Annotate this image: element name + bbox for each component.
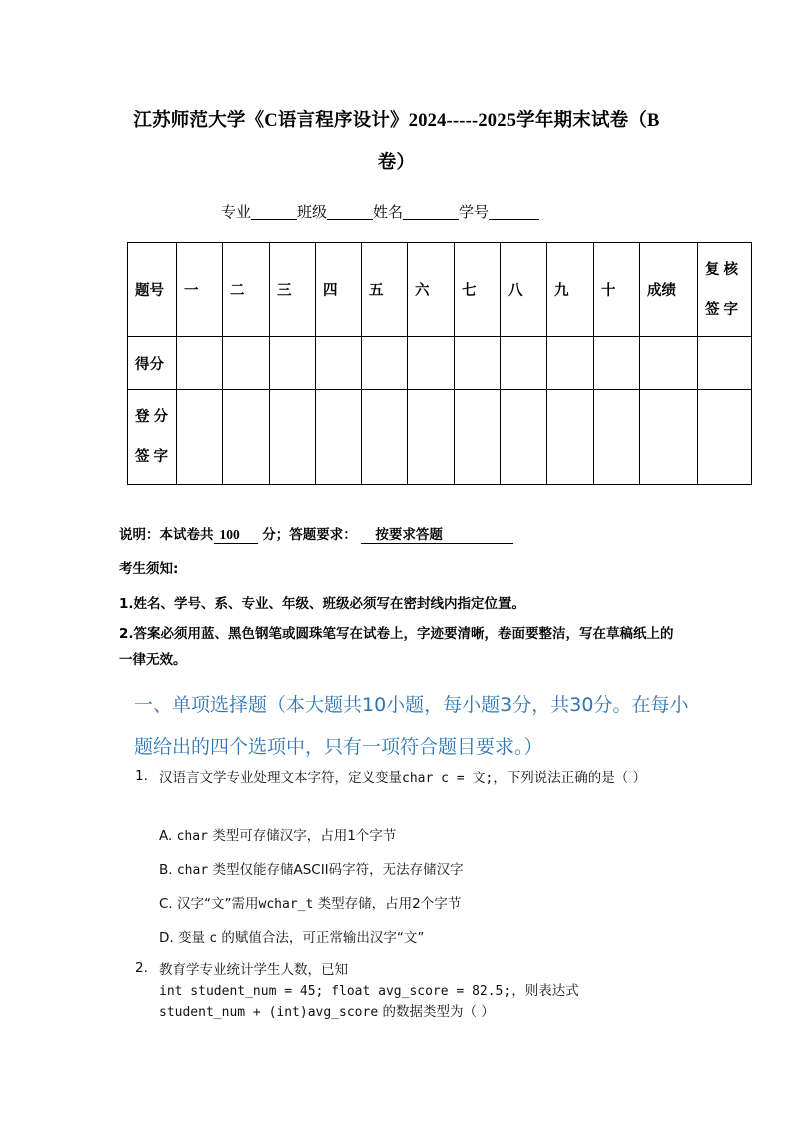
- score-cell[interactable]: [223, 337, 270, 390]
- signature-cell-total[interactable]: [640, 390, 698, 485]
- col-header-10: 十: [594, 243, 640, 337]
- rule-2: 2.答案必须用蓝、黑色钢笔或圆珠笔写在试卷上，字迹要清晰，卷面要整洁，写在草稿纸上的一律无效。: [119, 626, 674, 668]
- question-number: 2.: [135, 960, 148, 976]
- score-cell[interactable]: [316, 337, 362, 390]
- signature-cell[interactable]: [547, 390, 594, 485]
- option-d[interactable]: [159, 926, 424, 946]
- col-header-9: 九: [547, 243, 594, 337]
- col-header-7: 七: [455, 243, 501, 337]
- option-code: char: [176, 829, 208, 844]
- option-b[interactable]: [159, 858, 464, 878]
- question-text: [159, 960, 679, 1023]
- col-header-total: 成绩: [640, 243, 698, 337]
- option-text: 的赋值合法，可正常输出汉字“文”: [221, 930, 425, 946]
- rule-1: 1.姓名、学号、系、专业、年级、班级必须写在密封线内指定位置。: [119, 596, 526, 612]
- question-text-line3: [159, 1002, 679, 1023]
- option-text-pre: 变量: [177, 930, 205, 946]
- major-field[interactable]: [251, 204, 297, 220]
- class-field[interactable]: [327, 204, 373, 220]
- option-text-pre: 汉字“文”需用: [177, 896, 259, 912]
- score-cell[interactable]: [455, 337, 501, 390]
- score-cell-review[interactable]: [698, 337, 752, 390]
- score-cell[interactable]: [270, 337, 316, 390]
- exam-title-line1: 江苏师范大学《C语言程序设计》2024-----2025学年期末试卷（B: [133, 111, 660, 131]
- score-cell[interactable]: [408, 337, 455, 390]
- major-label: 专业: [221, 203, 252, 221]
- option-code: c: [209, 931, 218, 946]
- student-id-label: 学号: [459, 203, 490, 221]
- signature-cell[interactable]: [501, 390, 547, 485]
- signature-cell[interactable]: [270, 390, 316, 485]
- score-cell[interactable]: [177, 337, 223, 390]
- question-text-part: ，下列说法正确的是（ ）: [493, 770, 647, 786]
- option-label: A.: [159, 828, 173, 844]
- question-code: char c = 文;: [402, 771, 494, 786]
- row-header-score: 得分: [128, 337, 177, 390]
- grader-signature-row: [128, 390, 752, 485]
- signature-cell[interactable]: [594, 390, 640, 485]
- signature-cell-review[interactable]: [698, 390, 752, 485]
- col-header-2: 二: [223, 243, 270, 337]
- signature-cell[interactable]: [455, 390, 501, 485]
- name-label: 姓名: [373, 203, 404, 221]
- grader-label-line1: 登分: [135, 409, 172, 425]
- grader-label-line2: 签字: [135, 449, 172, 465]
- total-score-value: 100: [214, 527, 258, 544]
- desc-mid: 分；答题要求：: [262, 527, 357, 543]
- score-cell[interactable]: [594, 337, 640, 390]
- question-text-part: 的数据类型为（ ）: [382, 1004, 495, 1020]
- question-text-line1: 教育学专业统计学生人数，已知: [159, 962, 348, 978]
- option-label: D.: [159, 930, 174, 946]
- score-cell[interactable]: [362, 337, 408, 390]
- review-label-line2: 签字: [705, 301, 742, 318]
- exam-title-line2: 卷）: [377, 153, 416, 173]
- option-text: 类型存储，占用2个字节: [317, 896, 462, 912]
- desc-prefix: 说明：本试卷共: [119, 527, 214, 543]
- review-label-line1: 复核: [705, 261, 742, 278]
- question-text-part: 汉语言文学专业处理文本字符，定义变量: [159, 770, 402, 786]
- signature-cell[interactable]: [408, 390, 455, 485]
- question-text-line2: [159, 981, 679, 1002]
- row-header-question-number: 题号: [128, 243, 177, 337]
- score-cell-total[interactable]: [640, 337, 698, 390]
- question-number: 1.: [135, 768, 148, 784]
- score-cell[interactable]: [501, 337, 547, 390]
- exam-description: [119, 523, 513, 544]
- question-text: [159, 768, 679, 789]
- signature-cell[interactable]: [177, 390, 223, 485]
- question-code: student_num + (int)avg_score: [159, 1005, 379, 1020]
- student-id-field[interactable]: [489, 204, 539, 220]
- option-text: 类型仅能存储ASCII码字符，无法存储汉字: [212, 862, 464, 878]
- row-header-grader-signature: [128, 390, 177, 485]
- option-a[interactable]: [159, 824, 396, 844]
- signature-cell[interactable]: [316, 390, 362, 485]
- option-text: 类型可存储汉字，占用1个字节: [212, 828, 397, 844]
- score-cell[interactable]: [547, 337, 594, 390]
- answer-requirement-value: 按要求答题: [361, 523, 513, 544]
- option-code: char: [176, 863, 209, 878]
- col-header-3: 三: [270, 243, 316, 337]
- candidate-notice-label: 考生须知:: [119, 561, 179, 577]
- signature-cell[interactable]: [223, 390, 270, 485]
- option-label: B.: [159, 862, 173, 878]
- col-header-6: 六: [408, 243, 455, 337]
- section-1-heading: 一、单项选择题（本大题共10小题，每小题3分，共30分。在每小题给出的四个选项中，只有一项符合题目要求。）: [134, 694, 689, 758]
- col-header-review: [698, 243, 752, 337]
- score-row: [128, 337, 752, 390]
- col-header-4: 四: [316, 243, 362, 337]
- col-header-8: 八: [501, 243, 547, 337]
- col-header-5: 五: [362, 243, 408, 337]
- question-text-part: ，则表达式: [511, 983, 579, 999]
- class-label: 班级: [297, 203, 328, 221]
- score-table: [127, 242, 752, 485]
- option-c[interactable]: [159, 892, 461, 912]
- option-code: wchar_t: [258, 897, 314, 912]
- col-header-1: 一: [177, 243, 223, 337]
- signature-cell[interactable]: [362, 390, 408, 485]
- question-number-row: [128, 243, 752, 337]
- question-code: int student_num = 45; float avg_score = 82.5;: [159, 984, 512, 999]
- option-label: C.: [159, 896, 173, 912]
- student-info-line: [221, 201, 539, 222]
- name-field[interactable]: [403, 204, 459, 220]
